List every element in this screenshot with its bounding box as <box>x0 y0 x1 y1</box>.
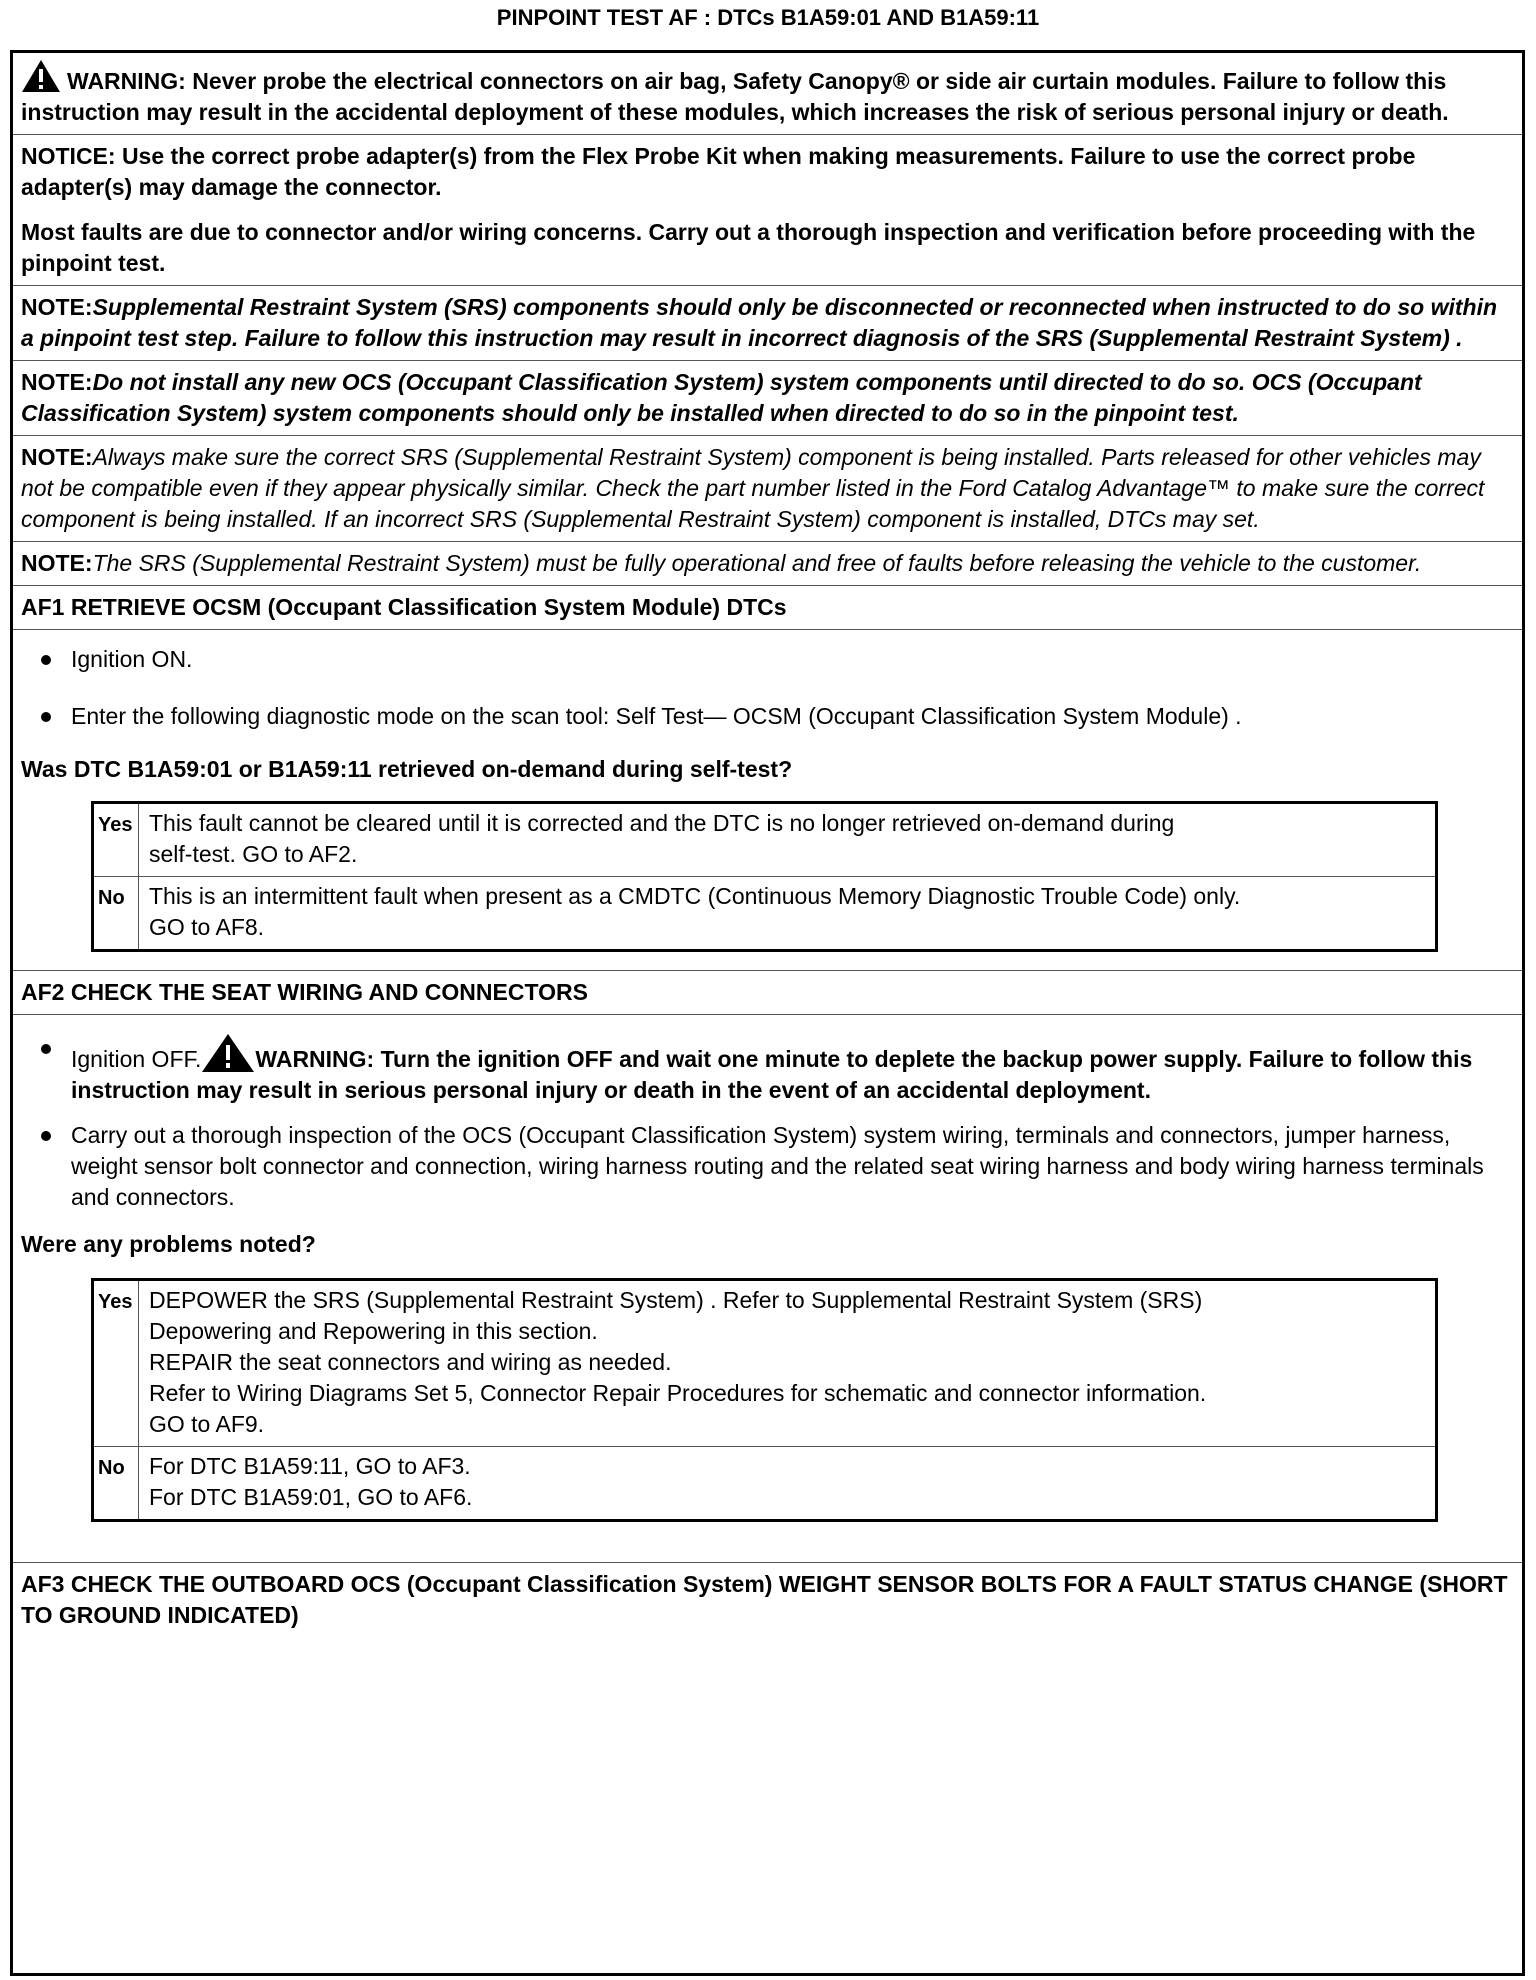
notice-section <box>13 135 1522 286</box>
answer-line: For DTC B1A59:11, GO to AF3. <box>149 1453 471 1479</box>
pinpoint-test-box <box>10 50 1525 1976</box>
answer-line: DEPOWER the SRS (Supplemental Restraint System) . Refer to Supplemental Restraint System (SRS) <box>149 1287 1203 1313</box>
note-label: NOTE: <box>21 369 93 395</box>
yes-answer <box>139 1280 1437 1447</box>
table-row <box>93 803 1437 877</box>
yes-label: Yes <box>93 803 139 877</box>
bullet-text: Ignition OFF. <box>71 1046 202 1072</box>
af2-heading: AF2 CHECK THE SEAT WIRING AND CONNECTORS <box>13 971 1522 1015</box>
inline-warning-text: WARNING: Turn the ignition OFF and wait one minute to deplete the backup power supply. Failure to follow this instruction may result in serious personal injury or death in the event of an accidental deployment. <box>71 1046 1473 1103</box>
answer-line: REPAIR the seat connectors and wiring as needed. <box>149 1349 672 1375</box>
answer-line: GO to AF9. <box>149 1411 265 1437</box>
answer-line: This fault cannot be cleared until it is corrected and the DTC is no longer retrieved on-demand during <box>149 810 1175 836</box>
note-section-4 <box>13 542 1522 586</box>
table-row <box>93 1447 1437 1521</box>
list-item <box>21 1120 1514 1213</box>
notice-text: NOTICE: Use the correct probe adapter(s) from the Flex Probe Kit when making measurements. Failure to use the correct probe adapter(s) may damage the connector. <box>21 143 1416 200</box>
af2-body <box>13 1033 1522 1563</box>
note-label: NOTE: <box>21 444 93 470</box>
table-row <box>93 1280 1437 1447</box>
no-label: No <box>93 877 139 951</box>
note-text: The SRS (Supplemental Restraint System) must be fully operational and free of faults before releasing the vehicle to the customer. <box>92 550 1422 576</box>
af3-heading: AF3 CHECK THE OUTBOARD OCS (Occupant Classification System) WEIGHT SENSOR BOLTS FOR A FAULT STATUS CHANGE (SHORT TO GROUND INDICATED) <box>21 1571 1508 1628</box>
table-row <box>93 877 1437 951</box>
answer-line: Refer to Wiring Diagrams Set 5, Connector Repair Procedures for schematic and connector information. <box>149 1380 1207 1406</box>
no-label: No <box>93 1447 139 1521</box>
yes-label: Yes <box>93 1280 139 1447</box>
note-section-1 <box>13 286 1522 361</box>
warning-triangle-icon <box>201 1033 255 1073</box>
note-section-2 <box>13 361 1522 436</box>
af2-answer-table <box>91 1278 1438 1522</box>
list-item <box>21 644 1514 675</box>
bullet-icon <box>41 1131 51 1141</box>
answer-line: For DTC B1A59:01, GO to AF6. <box>149 1484 473 1510</box>
list-item <box>21 701 1514 732</box>
bullet-icon <box>41 1044 51 1054</box>
af1-answer-table <box>91 801 1438 952</box>
yes-answer <box>139 803 1437 877</box>
note-text: Supplemental Restraint System (SRS) components should only be disconnected or reconnected when instructed to do so within a pinpoint test step. Failure to follow this instruction may result in incorrect diagnosis of the SRS (Supplemental Restraint System) . <box>21 294 1498 351</box>
bullet-icon <box>41 712 51 722</box>
list-item <box>21 1033 1514 1106</box>
bullet-icon <box>41 655 51 665</box>
answer-line: This is an intermittent fault when present as a CMDTC (Continuous Memory Diagnostic Trouble Code) only. <box>149 883 1241 909</box>
note-text: Always make sure the correct SRS (Supplemental Restraint System) component is being installed. Parts released for other vehicles may not be compatible even if they appear physically similar. Check the part number listed in the Ford Catalog Advantage™ to make sure the correct component is being installed. If an incorrect SRS (Supplemental Restraint System) component is installed, DTCs may set. <box>21 444 1485 532</box>
bullet-text: Enter the following diagnostic mode on the scan tool: Self Test— OCSM (Occupant Classification System Module) . <box>71 703 1242 729</box>
page-title: PINPOINT TEST AF : DTCs B1A59:01 AND B1A59:11 <box>496 5 1040 30</box>
answer-line: self-test. GO to AF2. <box>149 841 358 867</box>
note-label: NOTE: <box>21 294 93 320</box>
no-answer <box>139 1447 1437 1521</box>
note-section-3 <box>13 436 1522 542</box>
bullet-text: Ignition ON. <box>71 646 193 672</box>
af2-question: Were any problems noted? <box>21 1231 316 1257</box>
note-text: Do not install any new OCS (Occupant Classification System) system components until directed to do so. OCS (Occupant Classification System) system components should only be installed when directed to do so in the pinpoint test. <box>21 369 1422 426</box>
no-answer <box>139 877 1437 951</box>
af1-question: Was DTC B1A59:01 or B1A59:11 retrieved on-demand during self-test? <box>21 756 793 782</box>
warning-section <box>13 53 1522 135</box>
warning-triangle-icon <box>21 59 61 93</box>
af1-body <box>13 644 1522 971</box>
warning-text: WARNING: Never probe the electrical connectors on air bag, Safety Canopy® or side air curtain modules. Failure to follow this instruction may result in the accidental deployment of these modules, which increases the risk of serious personal injury or death. <box>21 68 1449 125</box>
bullet-text: Carry out a thorough inspection of the OCS (Occupant Classification System) system wiring, terminals and connectors, jumper harness, weight sensor bolt connector and connection, wiring harness routing and the related seat wiring harness and body wiring harness terminals and connectors. <box>71 1122 1484 1210</box>
notice-followup: Most faults are due to connector and/or wiring concerns. Carry out a thorough inspection and verification before proceeding with the pinpoint test. <box>21 219 1476 276</box>
answer-line: Depowering and Repowering in this section. <box>149 1318 598 1344</box>
note-label: NOTE: <box>21 550 93 576</box>
af1-heading: AF1 RETRIEVE OCSM (Occupant Classification System Module) DTCs <box>13 586 1522 630</box>
answer-line: GO to AF8. <box>149 914 265 940</box>
